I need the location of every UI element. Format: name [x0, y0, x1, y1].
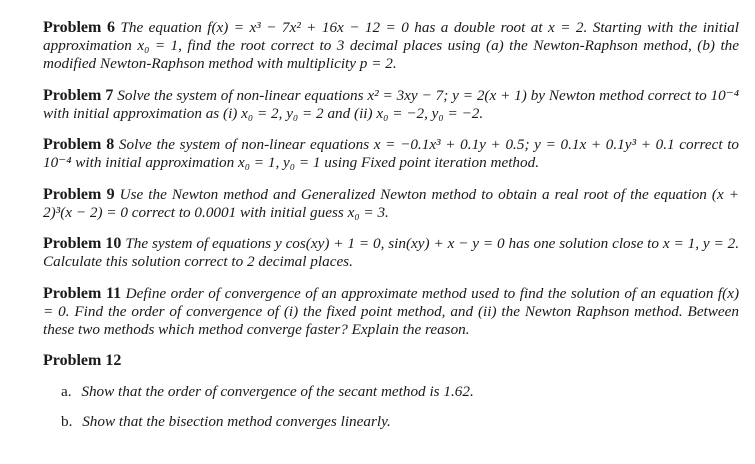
problem-label: Problem 10: [43, 235, 122, 252]
problem-label: Problem 11: [43, 285, 122, 302]
problem-text: Define order of convergence of an approximate method used to find the solution of an equation f(x) = 0. Find the order of convergence of (i) the fixed point method, and (ii) the Newton Raphson method. Between these two methods which method converge faster? Explain the reason.: [43, 285, 740, 338]
item-text: Show that the bisection method converges linearly.: [82, 413, 391, 430]
problem-text: Use the Newton method and Generalized Newton method to obtain a real root of the equation (x + 2)³(x − 2) = 0 correct to 0.0001 with initial guess x₀ = 3.: [43, 186, 739, 221]
problem-12-heading: Problem 12: [43, 352, 122, 369]
problem-8: [43, 136, 739, 172]
problem-6: [43, 19, 739, 73]
problem-text: The equation f(x) = x³ − 7x² + 16x − 12 = 0 has a double root at x = 2. Starting with the initial approximation x₀ = 1, find the root correct to 3 decimal places using (a) the Newton-Raphson method, (b) the modified Newton-Raphson method with multiplicity p = 2.: [43, 19, 739, 72]
item-text: Show that the order of convergence of the secant method is 1.62.: [81, 383, 474, 400]
problem-label: Problem 7: [43, 87, 114, 104]
problem-10: [43, 235, 739, 271]
problem-12-item-a: [61, 383, 731, 401]
problem-text: The system of equations y cos(xy) + 1 = 0, sin(xy) + x − y = 0 has one solution close to x = 1, y = 2. Calculate this solution correct to 2 decimal places.: [43, 235, 739, 270]
problem-label: Problem 9: [43, 186, 115, 203]
problem-12-item-b: [61, 413, 731, 431]
problem-text: Solve the system of non-linear equations x² = 3xy − 7; y = 2(x + 1) by Newton method correct to 10⁻⁴ with initial approximation as (i) x₀ = 2, y₀ = 2 and (ii) x₀ = −2, y₀ = −2.: [43, 87, 740, 122]
problem-11: [43, 285, 739, 339]
problem-9: [43, 186, 739, 222]
problem-7: [43, 87, 739, 123]
item-letter: a.: [61, 383, 72, 400]
item-letter: b.: [61, 413, 73, 430]
problem-label: Problem 6: [43, 19, 115, 36]
problem-text: Solve the system of non-linear equations x = −0.1x³ + 0.1y + 0.5; y = 0.1x + 0.1y³ + 0.1 correct to 10⁻⁴ with initial approximation x₀ = 1, y₀ = 1 using Fixed point iteration method.: [43, 136, 740, 171]
problem-label: Problem 8: [43, 136, 115, 153]
